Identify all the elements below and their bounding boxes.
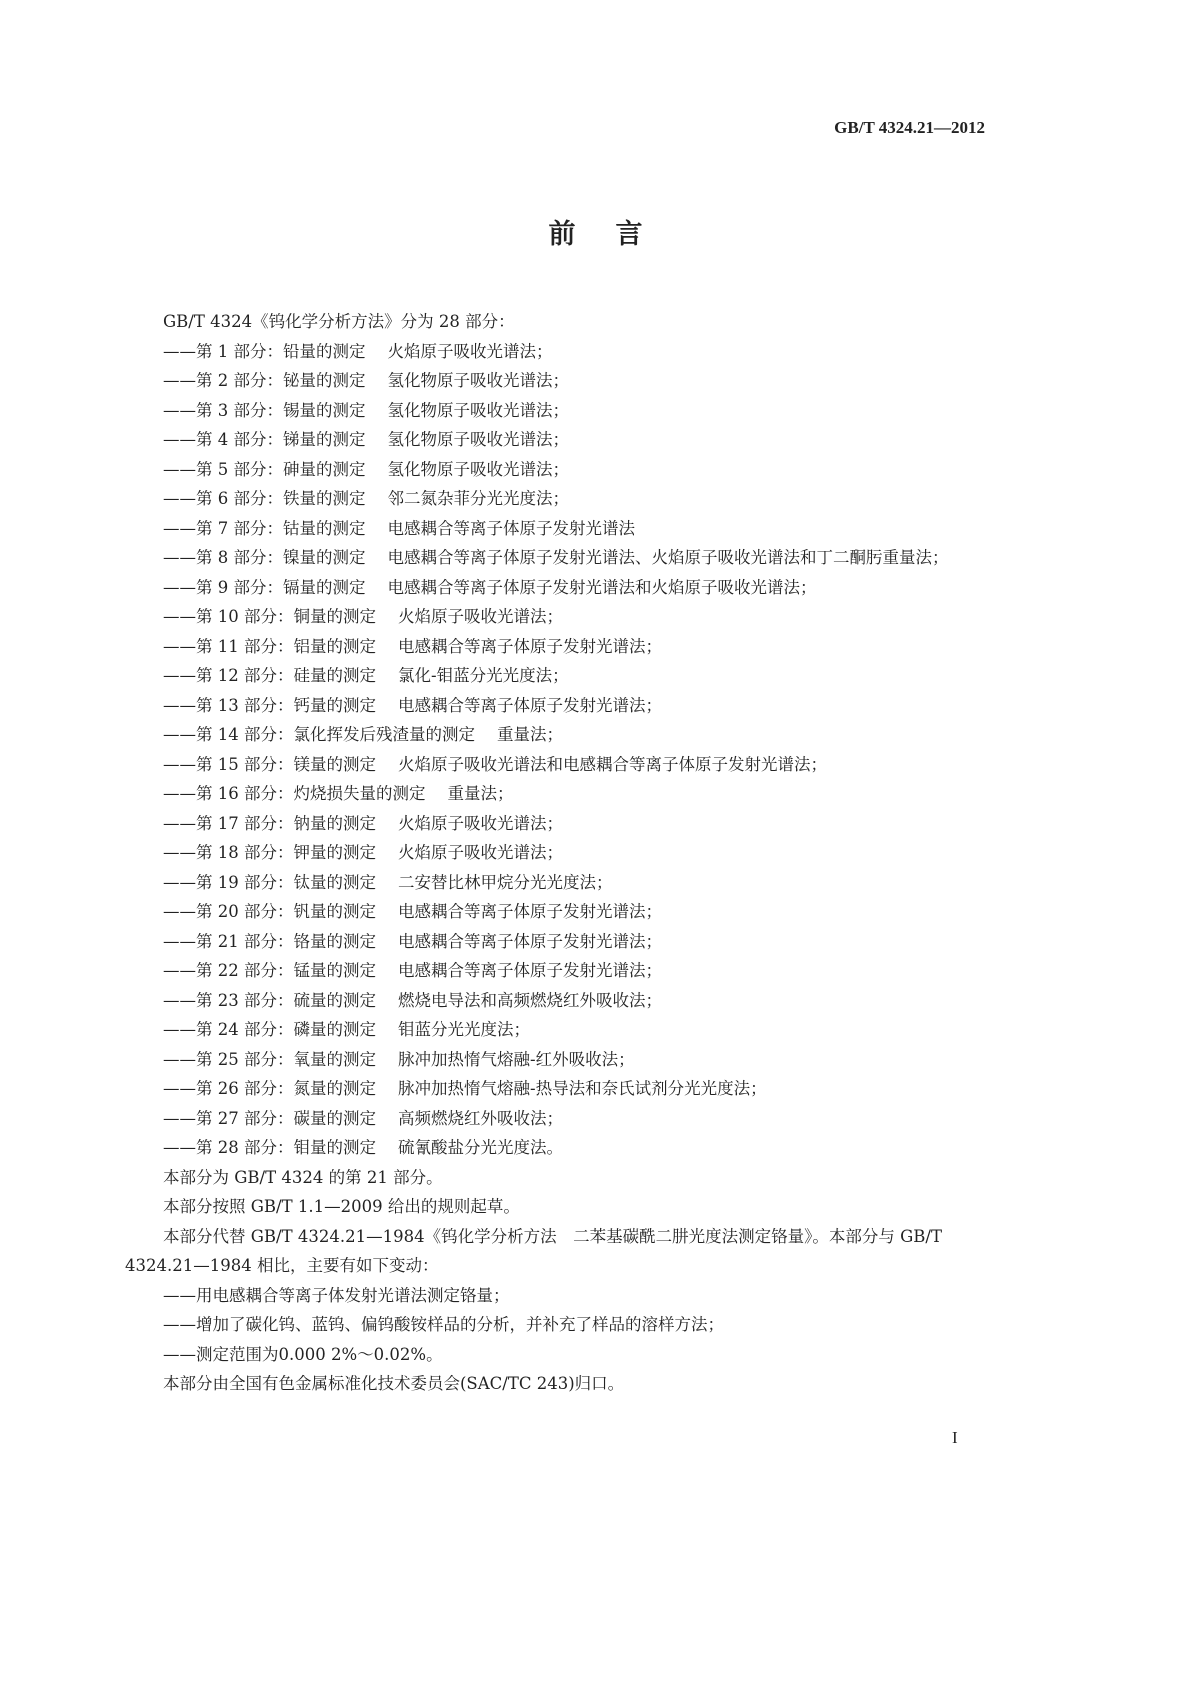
dash: —— [163, 548, 196, 567]
list-item [125, 514, 985, 544]
part-method: 氢化物原子吸收光谱法； [387, 430, 569, 449]
dash: —— [163, 784, 196, 803]
part-method: 邻二氮杂菲分光光度法； [387, 489, 569, 508]
part-label: 第 8 部分：镍量的测定 [196, 548, 366, 567]
part-method: 脉冲加热惰气熔融-红外吸收法； [398, 1049, 635, 1069]
dash: —— [163, 1315, 196, 1334]
part-label: 第 5 部分：砷量的测定 [196, 459, 366, 479]
list-item [125, 425, 985, 455]
part-method: 重量法； [497, 725, 563, 744]
dash: —— [163, 400, 196, 420]
list-item [125, 337, 985, 367]
part-label: 第 25 部分：氧量的测定 [196, 1049, 376, 1069]
list-item [125, 927, 985, 957]
dash: —— [163, 1344, 196, 1364]
part-method: 火焰原子吸收光谱法； [398, 813, 563, 833]
list-item [125, 1104, 985, 1134]
list-item [125, 1340, 985, 1370]
part-label: 第 11 部分：铝量的测定 [196, 636, 376, 656]
part-label: 第 23 部分：硫量的测定 [196, 990, 376, 1010]
part-method: 氢化物原子吸收光谱法； [387, 459, 569, 479]
part-method: 二安替比林甲烷分光光度法； [398, 872, 613, 892]
dash: —— [163, 1108, 196, 1128]
list-item [125, 986, 985, 1016]
dash: —— [163, 607, 196, 626]
dash: —— [163, 341, 196, 361]
dash: —— [163, 990, 196, 1010]
dash: —— [163, 518, 196, 538]
dash: —— [163, 1138, 196, 1157]
dash: —— [163, 931, 196, 951]
list-item [125, 691, 985, 721]
part-label: 第 6 部分：铁量的测定 [196, 489, 366, 508]
part-label: 第 20 部分：钒量的测定 [196, 902, 376, 921]
change-text: 测定范围为0.000 2%～0.02%。 [196, 1344, 443, 1364]
list-item [125, 1281, 985, 1311]
list-item [125, 632, 985, 662]
part-label: 第 17 部分：钠量的测定 [196, 813, 376, 833]
part-method: 硫氰酸盐分光光度法。 [398, 1138, 563, 1157]
paragraph: 本部分为 GB/T 4324 的第 21 部分。 [163, 1167, 443, 1187]
page-title: 前言 [548, 219, 683, 250]
dash: —— [163, 725, 196, 744]
list-item [125, 484, 985, 514]
part-label: 第 27 部分：碳量的测定 [196, 1108, 376, 1128]
part-label: 第 19 部分：钛量的测定 [196, 872, 376, 892]
dash: —— [163, 1020, 196, 1039]
part-label: 第 4 部分：锑量的测定 [196, 430, 366, 449]
list-item [125, 1310, 985, 1340]
part-label: 第 28 部分：钼量的测定 [196, 1138, 376, 1157]
part-method: 火焰原子吸收光谱法和电感耦合等离子体原子发射光谱法； [398, 754, 827, 774]
dash: —— [163, 371, 196, 390]
list-item [125, 720, 985, 750]
dash: —— [163, 695, 196, 715]
part-method: 电感耦合等离子体原子发射光谱法； [398, 961, 662, 980]
part-method: 火焰原子吸收光谱法； [387, 341, 553, 361]
part-label: 第 18 部分：钾量的测定 [196, 843, 376, 862]
list-item [125, 750, 985, 780]
list-item [125, 1074, 985, 1104]
part-label: 第 13 部分：钙量的测定 [196, 695, 376, 715]
list-item [125, 838, 985, 868]
part-method: 电感耦合等离子体原子发射光谱法； [398, 636, 662, 656]
dash: —— [163, 902, 196, 921]
list-item [125, 543, 985, 573]
part-method: 氢化物原子吸收光谱法； [387, 371, 569, 390]
part-method: 氯化-钼蓝分光光度法； [398, 666, 569, 685]
part-method: 电感耦合等离子体原子发射光谱法 [387, 518, 635, 538]
closing-paragraph: 本部分由全国有色金属标准化技术委员会(SAC/TC 243)归口。 [163, 1374, 625, 1393]
page-number: I [952, 1428, 958, 1447]
dash: —— [163, 577, 196, 597]
dash: —— [163, 489, 196, 508]
part-label: 第 15 部分：镁量的测定 [196, 754, 376, 774]
dash: —— [163, 459, 196, 479]
list-item [125, 1045, 985, 1075]
part-label: 第 9 部分：镉量的测定 [196, 577, 366, 597]
list-item [125, 661, 985, 691]
part-label: 第 21 部分：铬量的测定 [196, 931, 376, 951]
list-item [125, 1133, 985, 1163]
part-method: 火焰原子吸收光谱法； [398, 843, 563, 862]
part-method: 火焰原子吸收光谱法； [398, 607, 563, 626]
dash: —— [163, 961, 196, 980]
part-label: 第 26 部分：氮量的测定 [196, 1079, 376, 1098]
part-method: 电感耦合等离子体原子发射光谱法； [398, 902, 662, 921]
changes-list [125, 1281, 985, 1370]
list-item [125, 573, 985, 603]
intro-paragraph: GB/T 4324《钨化学分析方法》分为 28 部分： [163, 312, 515, 331]
part-label: 第 24 部分：磷量的测定 [196, 1020, 376, 1039]
part-label: 第 1 部分：铅量的测定 [196, 341, 366, 361]
paragraph: 本部分代替 GB/T 4324.21—1984《钨化学分析方法 二苯基碳酰二肼光度法测定铬量》。本部分与 GB/T 4324.21—1984 相比，主要有如下变动： [125, 1226, 942, 1275]
list-item [125, 602, 985, 632]
part-method: 电感耦合等离子体原子发射光谱法； [398, 695, 662, 715]
list-item [125, 779, 985, 809]
part-method: 氢化物原子吸收光谱法； [387, 400, 569, 420]
part-label: 第 16 部分：灼烧损失量的测定 [196, 784, 426, 803]
part-label: 第 3 部分：锡量的测定 [196, 400, 366, 420]
part-method: 燃烧电导法和高频燃烧红外吸收法； [398, 990, 662, 1010]
part-label: 第 7 部分：钴量的测定 [196, 518, 366, 538]
dash: —— [163, 666, 196, 685]
list-item [125, 396, 985, 426]
change-text: 用电感耦合等离子体发射光谱法测定铬量； [196, 1285, 510, 1305]
list-item [125, 868, 985, 898]
dash: —— [163, 1079, 196, 1098]
change-text: 增加了碳化钨、蓝钨、偏钨酸铵样品的分析，并补充了样品的溶样方法； [196, 1315, 724, 1334]
list-item [125, 366, 985, 396]
foreword-body [125, 307, 985, 1399]
part-label: 第 22 部分：锰量的测定 [196, 961, 376, 980]
part-method: 高频燃烧红外吸收法； [398, 1108, 563, 1128]
part-method: 电感耦合等离子体原子发射光谱法和火焰原子吸收光谱法； [387, 577, 817, 597]
part-label: 第 14 部分：氯化挥发后残渣量的测定 [196, 725, 475, 744]
part-label: 第 10 部分：铜量的测定 [196, 607, 376, 626]
part-method: 脉冲加热惰气熔融-热导法和奈氏试剂分光光度法； [398, 1079, 767, 1098]
dash: —— [163, 430, 196, 449]
parts-list [125, 337, 985, 1163]
list-item [125, 1015, 985, 1045]
dash: —— [163, 872, 196, 892]
part-method: 电感耦合等离子体原子发射光谱法、火焰原子吸收光谱法和丁二酮肟重量法； [387, 548, 949, 567]
part-method: 钼蓝分光光度法； [398, 1020, 530, 1039]
list-item [125, 455, 985, 485]
dash: —— [163, 1049, 196, 1069]
list-item [125, 809, 985, 839]
standard-code: GB/T 4324.21—2012 [834, 118, 985, 137]
dash: —— [163, 1285, 196, 1305]
part-label: 第 12 部分：硅量的测定 [196, 666, 376, 685]
part-label: 第 2 部分：铋量的测定 [196, 371, 366, 390]
dash: —— [163, 813, 196, 833]
list-item [125, 897, 985, 927]
part-method: 电感耦合等离子体原子发射光谱法； [398, 931, 662, 951]
dash: —— [163, 843, 196, 862]
part-method: 重量法； [447, 784, 514, 803]
list-item [125, 956, 985, 986]
dash: —— [163, 636, 196, 656]
dash: —— [163, 754, 196, 774]
paragraph: 本部分按照 GB/T 1.1—2009 给出的规则起草。 [163, 1197, 520, 1216]
